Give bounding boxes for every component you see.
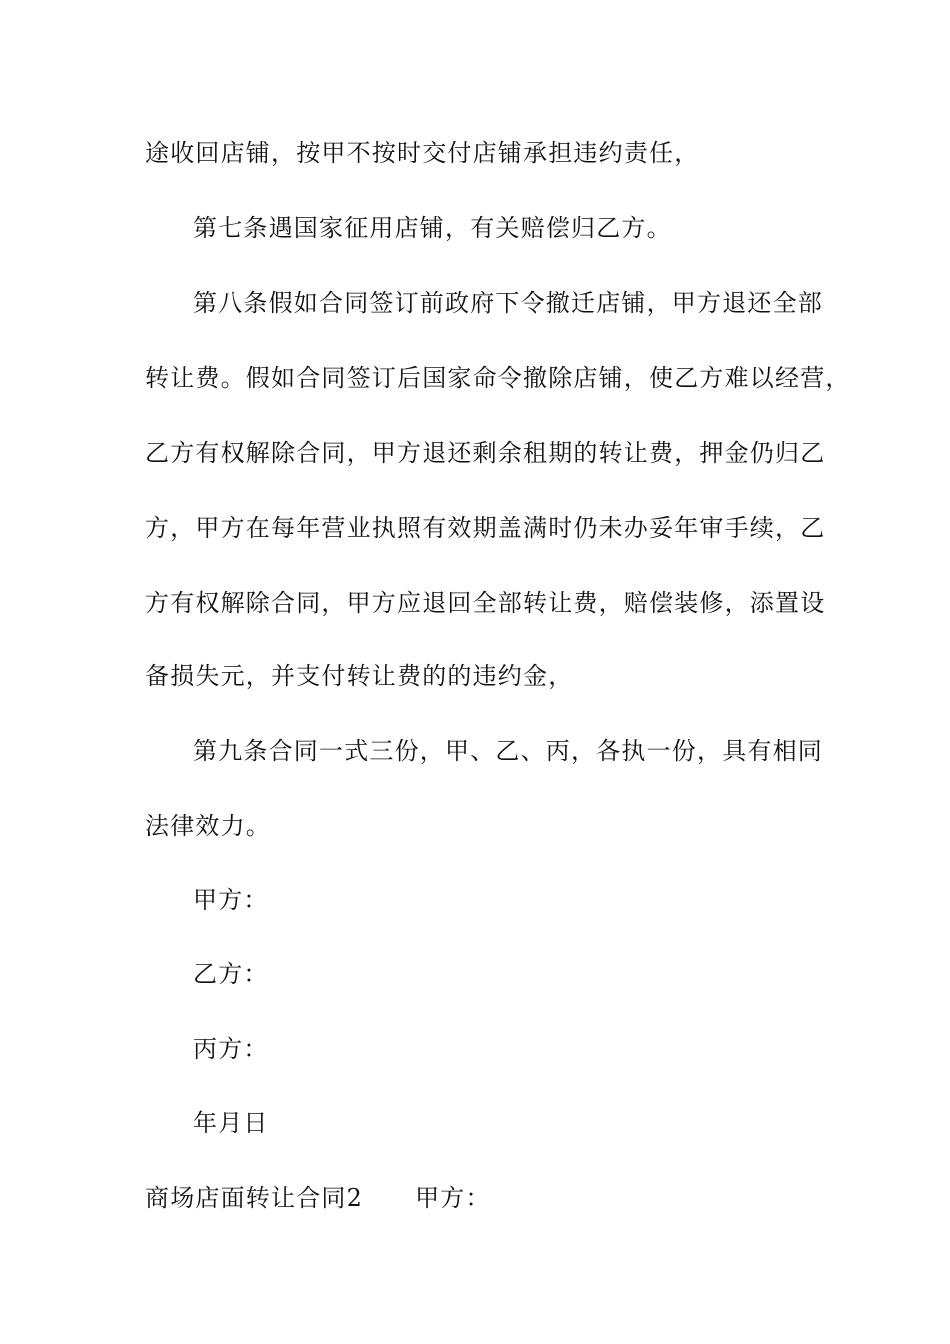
article-7: 第七条遇国家征用店铺，有关赔偿归乙方。 (193, 214, 672, 242)
text-line: 法律效力。 (145, 812, 271, 840)
article-8: 第八条假如合同签订前政府下令撤迁店铺，甲方退还全部 (193, 289, 823, 317)
party-b-label: 乙方： (193, 960, 269, 988)
text-line: 方，甲方在每年营业执照有效期盖满时仍未办妥年审手续，乙 (145, 514, 826, 542)
contract-title: 商场店面转让合同2 (145, 1184, 364, 1212)
text-line: 途收回店铺，按甲不按时交付店铺承担违约责任， (145, 139, 700, 167)
text-line: 乙方有权解除合同，甲方退还剩余租期的转让费，押金仍归乙 (145, 439, 826, 467)
footer-line (145, 1183, 810, 1213)
text-line: 方有权解除合同，甲方应退回全部转让费，赔偿装修，添置设 (145, 589, 826, 617)
footer-party-label: 甲方： (415, 1184, 491, 1212)
text-line: 转让费。假如合同签订后国家命令撤除店铺，使乙方难以经营， (145, 364, 851, 392)
article-9: 第九条合同一式三份，甲、乙、丙，各执一份，具有相同 (193, 737, 823, 765)
text-line: 备损失元，并支付转让费的的违约金， (145, 662, 574, 690)
party-a-label: 甲方： (193, 886, 269, 914)
party-c-label: 丙方： (193, 1035, 269, 1063)
date-label: 年月日 (193, 1109, 269, 1137)
